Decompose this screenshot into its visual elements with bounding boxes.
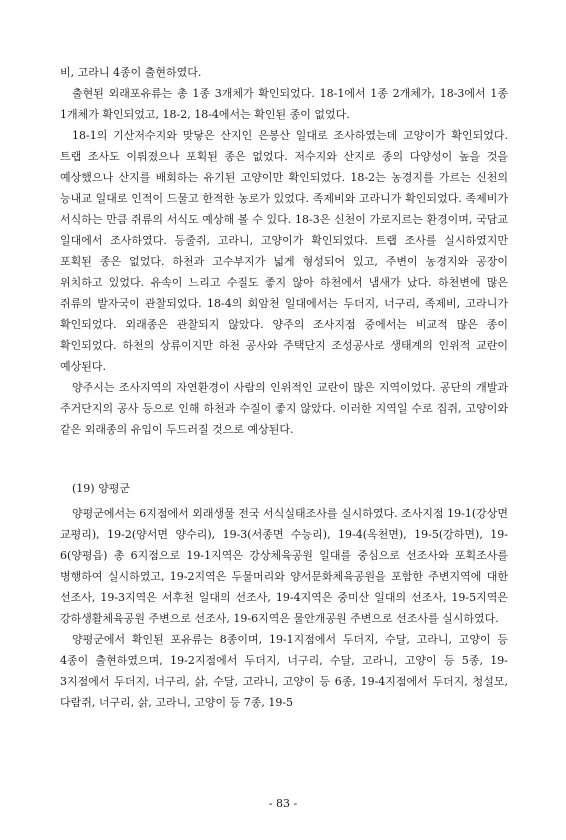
document-page [60, 62, 508, 713]
body-paragraph: 양평군에서는 6지점에서 외래생물 전국 서식실태조사를 실시하였다. 조사지점 19-1(강상면 교평리), 19-2(양서면 양수리), 19-3(서종면 수능리), 19-4(옥천면), 19-5(강하면), 19-6(양평읍) 총 6지점으로 19-1지역은 강상체육공원 일대를 중심으로 선조사와 포획조사를 병행하여 실시하였고, 19-2지역은 두물머리와 양서문화체육공원을 포함한 주변지역에 대한 선조사, 19-3지역은 서후천 일대의 선조사, 19-4지역은 중미산 일대의 선조사, 19-5지역은 강하생활체육공원 주변으로 선조사, 19-6지역은 물안개공원 주변으로 선조사를 실시하였다. [60, 507, 508, 625]
page-number: - 83 - [268, 797, 298, 810]
body-paragraph: 18-1의 기산저수지와 맞닿은 산지인 은봉산 일대로 조사하였는데 고양이가 확인되었다. 트랩 조사도 이뤄졌으나 포획된 종은 없었다. 저수지와 산지로 종의 다양성이 높을 것을 예상했으나 산지를 배회하는 유기된 고양이만 확인되었다. 18-2는 농경지를 가르는 신천의 능내교 일대로 인적이 드물고 한적한 농로가 있었다. 족제비와 고라니가 확인되었다. 족제비가 서식하는 만큼 쥐류의 서식도 예상해 볼 수 있다. 18-3은 신천이 가로지르는 환경이며, 국담교 일대에서 조사하였다. 등줄쥐, 고라니, 고양이가 확인되었다. 트랩 조사를 실시하였지만 포획된 종은 없었다. 하천과 고수부지가 넓게 형성되어 있고, 주변이 농경지와 공장이 위치하고 있었다. 유속이 느리고 수질도 좋지 않아 하천에서 냄새가 났다. 하천변에 많은 쥐류의 발자국이 관찰되었다. 18-4의 회암천 일대에서는 두더지, 너구리, 족제비, 고라니가 확인되었다. 외래종은 관찰되지 않았다. 양주의 조사지점 중에서는 비교적 많은 종이 확인되었다. 하천의 상류이지만 하천 공사와 주택단지 조성공사로 생태계의 인위적 교란이 예상된다. [60, 129, 508, 373]
body-paragraph: 비, 고라니 4종이 출현하였다. [60, 66, 202, 79]
body-paragraph: 양평군에서 확인된 포유류는 8종이며, 19-1지점에서 두더지, 수달, 고라니, 고양이 등 4종이 출현하였으며, 19-2지점에서 두더지, 너구리, 수달, 고라니, 고양이 등 5종, 19-3지점에서 두더지, 너구리, 삵, 수달, 고라니, 고양이 등 6종, 19-4지점에서 두더지, 청설모, 다람쥐, 너구리, 삵, 고라니, 고양이 등 7종, 19-5 [60, 633, 508, 709]
section-heading: (19) 양평군 [72, 482, 130, 495]
body-paragraph: 출현된 외래포유류는 총 1종 3개체가 확인되었다. 18-1에서 1종 2개체가, 18-3에서 1종 1개체가 확인되었고, 18-2, 18-4에서는 확인된 종이 없었다. [60, 87, 508, 121]
body-paragraph: 양주시는 조사지역의 자연환경이 사람의 인위적인 교란이 많은 지역이었다. 공단의 개발과 주거단지의 공사 등으로 인해 하천과 수질이 좋지 않았다. 이러한 지역일 수로 집쥐, 고양이와 같은 외래종의 유입이 두드러질 것으로 예상된다. [60, 381, 508, 436]
